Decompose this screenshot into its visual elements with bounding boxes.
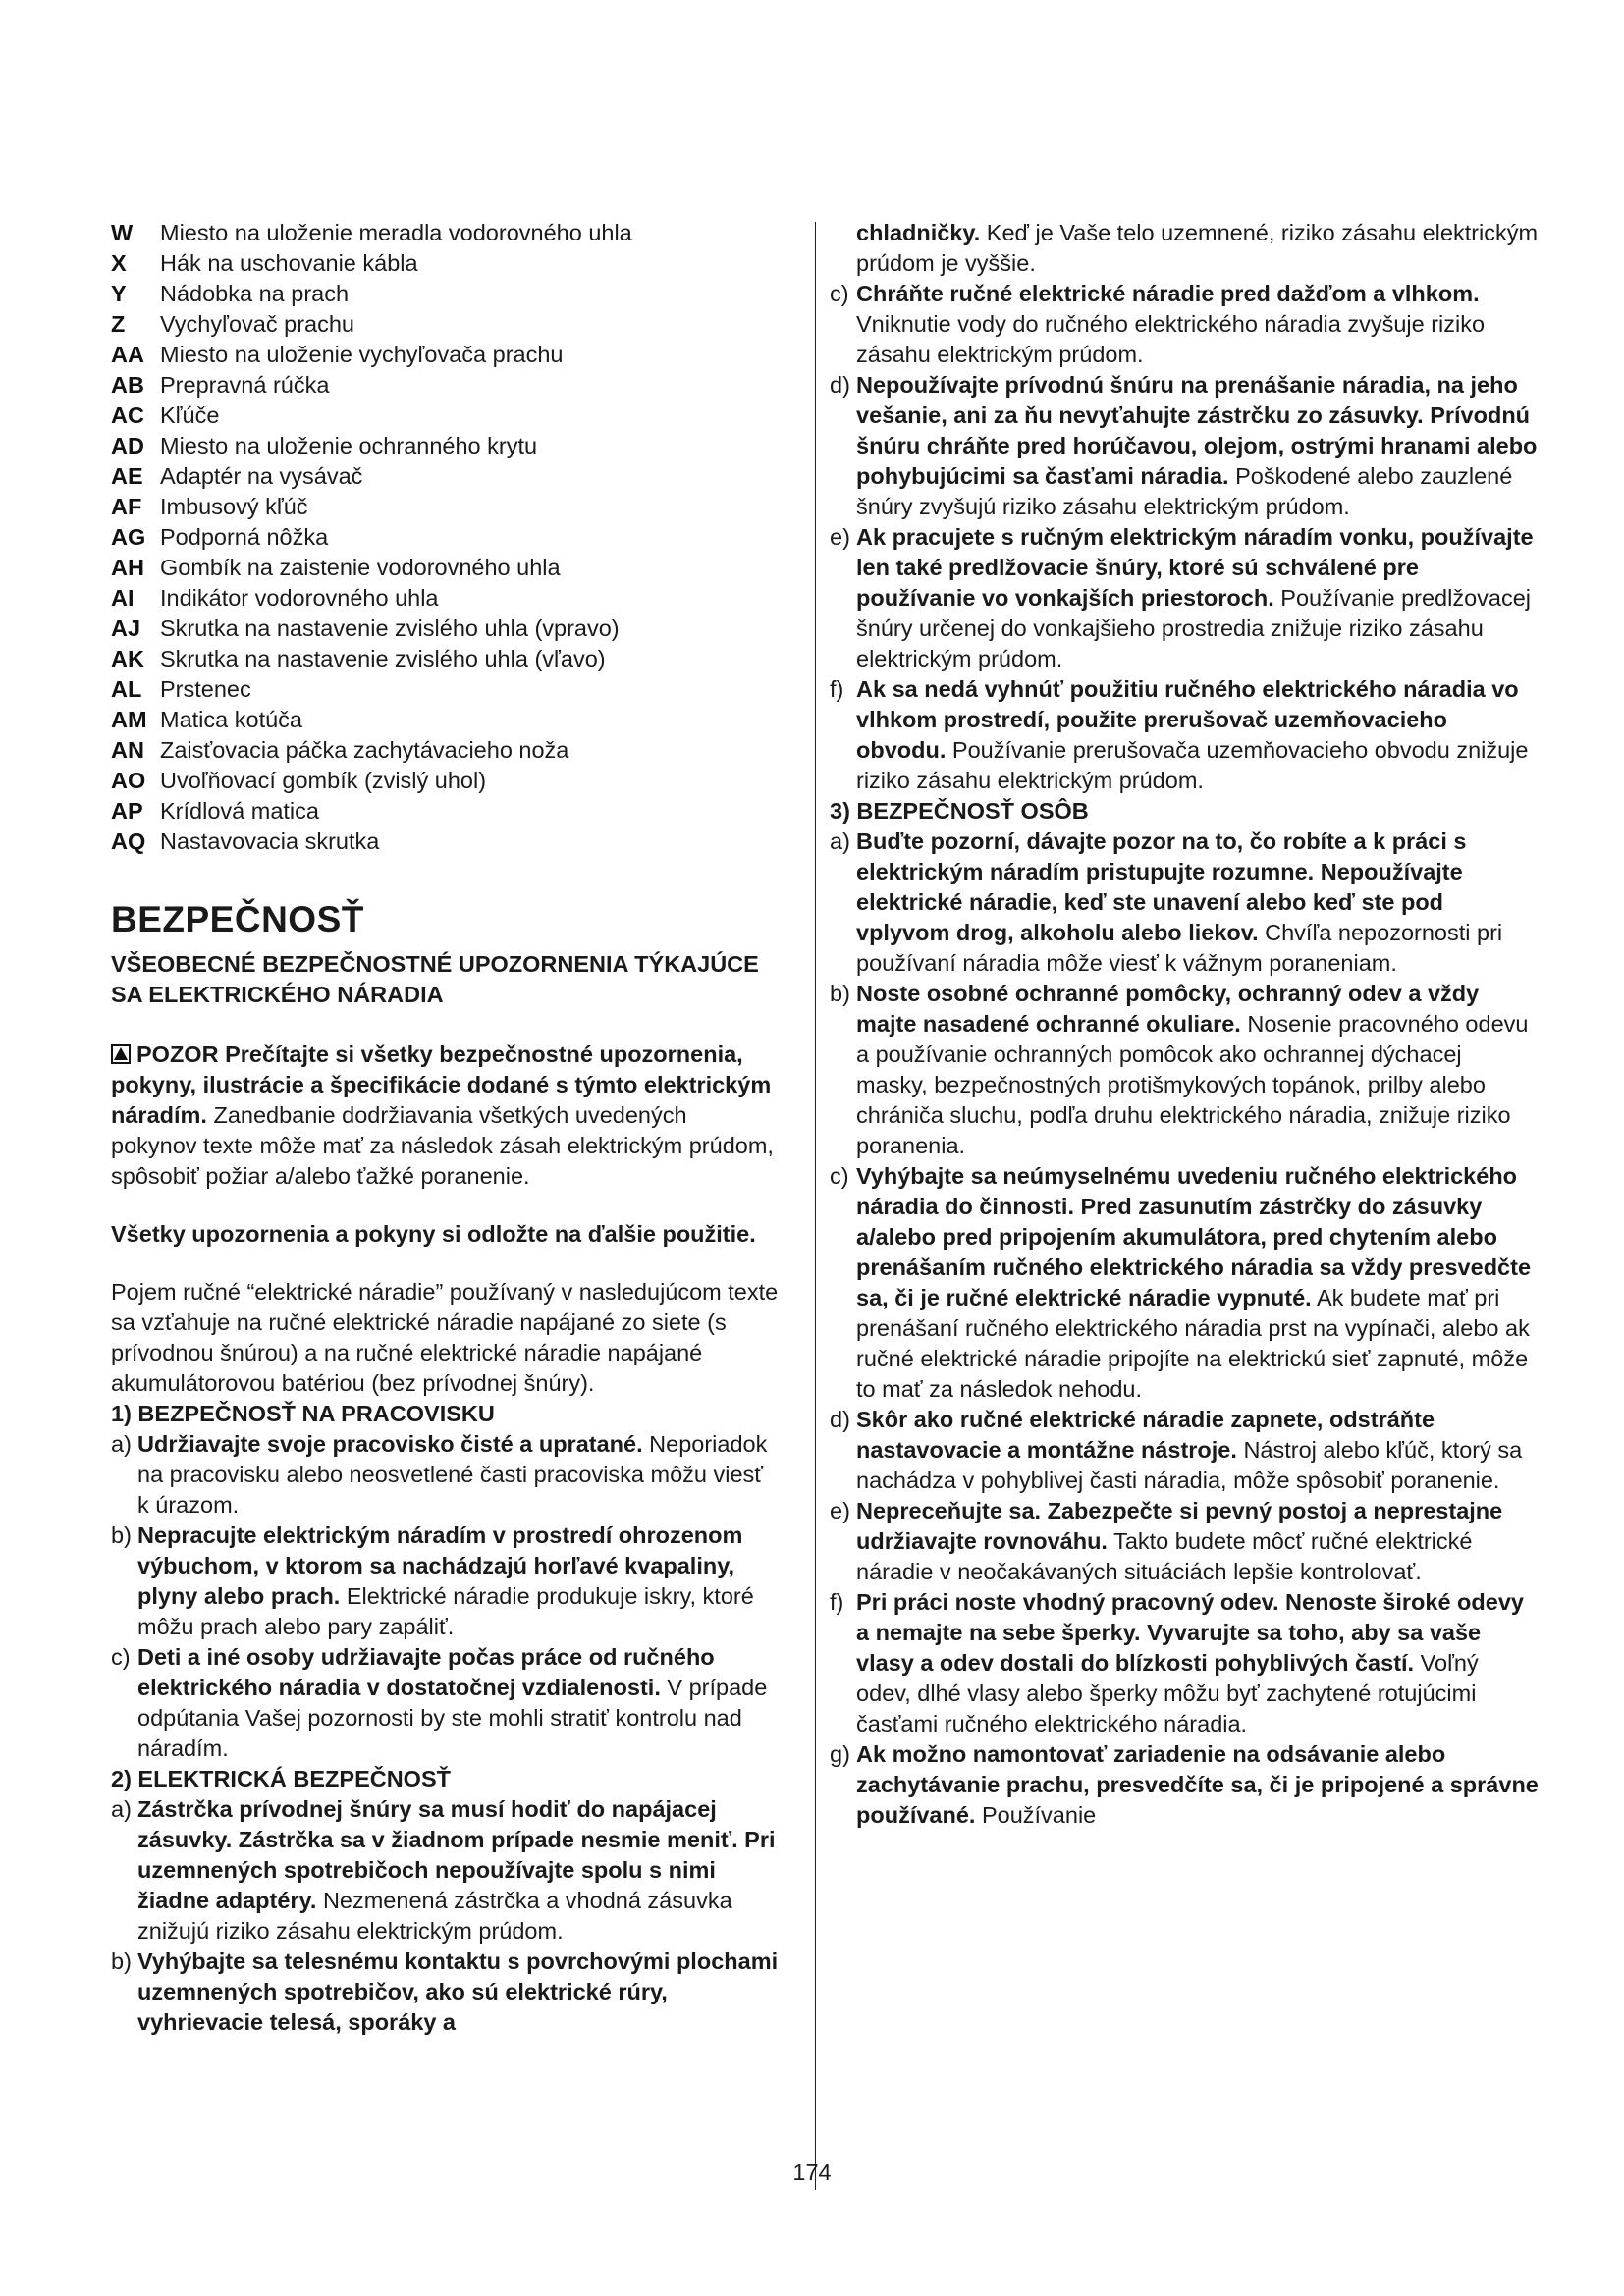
warning-label: POZOR [136, 1041, 219, 1067]
item-bold-text: Ak možno namontovať zariadenie na odsávanie alebo zachytávanie prachu, presvedčíte sa, či je pripojené a správne používané. [856, 1741, 1539, 1828]
parts-legend [111, 218, 779, 857]
warning-bold-text: Prečítajte si všetky bezpečnostné upozornenia, pokyny, ilustrácie a špecifikácie dodané s týmto elektrickým náradím. [111, 1041, 772, 1128]
safety-item [111, 1947, 779, 2038]
legend-code: AJ [111, 615, 141, 641]
item-text [856, 1496, 1539, 1587]
legend-item [111, 735, 779, 766]
legend-item [111, 370, 779, 400]
item-bold-text: Nepracujte elektrickým náradím v prostredí ohrozenom výbuchom, v ktorom sa nachádzajú horľavé kvapaliny, plyny alebo prach. [137, 1522, 743, 1609]
section-3-title: 3) BEZPEČNOSŤ OSÔB [830, 798, 1089, 824]
safety-item [830, 1496, 1539, 1587]
item-bold-text: Chráňte ručné elektrické náradie pred dažďom a vlhkom. [856, 281, 1480, 306]
item-normal-text: Nezmenená zástrčka a vhodná zásuvka znižujú riziko zásahu elektrickým prúdom. [137, 1888, 732, 1944]
safety-item [111, 1521, 779, 1642]
item-text [137, 1947, 779, 2038]
item-normal-text: Vniknutie vody do ručného elektrického náradia zvyšuje riziko zásahu elektrickým prúdom. [856, 311, 1486, 367]
legend-item [111, 583, 779, 614]
legend-label: Prstenec [160, 676, 251, 702]
legend-item [111, 553, 779, 583]
item-bold-text: Vyhýbajte sa telesnému kontaktu s povrchovými plochami uzemnených spotrebičov, ako sú elektrické rúry, vyhrievacie telesá, sporáky a [137, 1949, 779, 2035]
safety-item [830, 1161, 1539, 1405]
section-2-title: 2) ELEKTRICKÁ BEZPEČNOSŤ [111, 1766, 451, 1791]
legend-item [111, 431, 779, 461]
item-text [856, 1587, 1539, 1739]
item-bold-text: Deti a iné osoby udržiavajte počas práce od ručného elektrického náradia v dostatočnej vzdialenosti. [137, 1644, 715, 1700]
legend-code: X [111, 250, 127, 276]
legend-label: Prepravná rúčka [160, 372, 330, 398]
safety-item [830, 674, 1539, 796]
legend-label: Gombík na zaistenie vodorovného uhla [160, 555, 561, 580]
item-text [856, 279, 1539, 370]
legend-label: Uvoľňovací gombík (zvislý uhol) [160, 768, 487, 793]
legend-label: Indikátor vodorovného uhla [160, 585, 439, 611]
legend-code: AP [111, 798, 143, 824]
item-bold-text: Nepreceňujte sa. Zabezpečte si pevný postoj a neprestajne udržiavajte rovnováhu. [856, 1498, 1503, 1554]
legend-label: Miesto na uloženie meradla vodorovného uhla [160, 220, 632, 245]
right-column [830, 218, 1539, 1831]
legend-label: Skrutka na nastavenie zvislého uhla (vľavo) [160, 646, 606, 671]
item-bold-text: Nepoužívajte prívodnú šnúru na prenášanie náradia, na jeho vešanie, ani za ňu nevyťahujte zástrčku zo zásuvky. Prívodnú šnúru chráňte pred horúčavou, olejom, ostrými hranami alebo pohybujúcimi sa časťami náradia. [856, 372, 1538, 489]
legend-label: Hák na uschovanie kábla [160, 250, 418, 276]
safety-item [830, 522, 1539, 674]
item-text [856, 1405, 1539, 1496]
item-2b-continuation [830, 218, 1539, 279]
legend-code: AM [111, 707, 147, 732]
legend-item [111, 766, 779, 796]
section-1-title: 1) BEZPEČNOSŤ NA PRACOVISKU [111, 1401, 495, 1426]
continuation-text: Keď je Vaše telo uzemnené, riziko zásahu elektrickým prúdom je vyššie. [856, 220, 1539, 276]
legend-label: Miesto na uloženie vychyľovača prachu [160, 342, 564, 367]
continuation-bold: chladničky. [856, 220, 981, 245]
item-normal-text: Elektrické náradie produkuje iskry, ktoré môžu prach alebo pary zapáliť. [137, 1583, 754, 1639]
safety-item [830, 979, 1539, 1161]
item-normal-text: Používanie prerušovača uzemňovacieho obvodu znižuje riziko zásahu elektrickým prúdom. [856, 737, 1529, 793]
item-normal-text: Voľný odev, dlhé vlasy alebo šperky môžu byť zachytené rotujúcimi časťami ručného elektrického náradia. [856, 1650, 1479, 1736]
item-letter: b) [830, 981, 850, 1006]
item-normal-text: Používanie [981, 1802, 1097, 1828]
item-normal-text: Poškodené alebo zauzlené šnúry zvyšujú riziko zásahu elektrickým prúdom. [856, 463, 1513, 519]
legend-code: AA [111, 342, 144, 367]
safety-item [830, 1587, 1539, 1739]
legend-code: AL [111, 676, 142, 702]
item-bold-text: Pri práci noste vhodný pracovný odev. Nenoste široké odevy a nemajte na sebe šperky. Vyvarujte sa toho, aby sa vaše vlasy a odev dostali do blízkosti pohyblivých častí. [856, 1589, 1524, 1676]
section-2-items-continued [830, 279, 1539, 796]
legend-code: AQ [111, 828, 146, 854]
item-letter: c) [830, 281, 849, 306]
left-column [111, 218, 779, 2038]
legend-label: Adaptér na vysávač [160, 463, 363, 489]
item-bold-text: Skôr ako ručné elektrické náradie zapnete, odstráňte nastavovacie a montážne nástroje. [856, 1407, 1435, 1463]
legend-item [111, 827, 779, 857]
item-letter: f) [830, 676, 844, 702]
legend-code: AE [111, 463, 143, 489]
item-letter: d) [830, 1407, 850, 1432]
safety-item [830, 279, 1539, 370]
item-normal-text: Chvíľa nepozornosti pri používaní náradia môže viesť k vážnym poraneniam. [856, 920, 1503, 976]
legend-item [111, 400, 779, 431]
item-text [856, 827, 1539, 979]
legend-item [111, 674, 779, 705]
general-safety-heading: VŠEOBECNÉ BEZPEČNOSTNÉ UPOZORNENIA TÝKAJÚCE SA ELEKTRICKÉHO NÁRADIA [111, 951, 759, 1007]
item-letter: e) [830, 524, 850, 550]
item-text [137, 1521, 779, 1642]
keep-instructions-notice: Všetky upozornenia a pokyny si odložte na ďalšie použitie. [111, 1221, 756, 1247]
item-letter: e) [830, 1498, 850, 1523]
legend-item [111, 644, 779, 674]
section-2-items [111, 1794, 779, 2038]
legend-item [111, 279, 779, 309]
legend-label: Skrutka na nastavenie zvislého uhla (vpravo) [160, 615, 620, 641]
power-tool-definition: Pojem ručné “elektrické náradie” používaný v nasledujúcom texte sa vzťahuje na ručné elektrické náradie napájané zo siete (s prívodnou šnúrou) a na ručné elektrické náradie napájané akumulátorovou batériou (bez prívodnej šnúry). [111, 1279, 779, 1396]
item-normal-text: Nosenie pracovného odevu a používanie ochranných pomôcok ako ochrannej dýchacej masky, bezpečnostných protišmykových topánok, prilby alebo chrániča sluchu, podľa druhu elektrického náradia, znižuje riziko poranenia. [856, 1011, 1529, 1158]
item-text [856, 370, 1539, 522]
legend-label: Podporná nôžka [160, 524, 329, 550]
item-bold-text: Zástrčka prívodnej šnúry sa musí hodiť do napájacej zásuvky. Zástrčka sa v žiadnom prípade nesmie meniť. Pri uzemnených spotrebičoch nepoužívajte spolu s nimi žiadne adaptéry. [137, 1796, 776, 1913]
item-letter: d) [830, 372, 850, 398]
warning-text: Zanedbanie dodržiavania všetkých uvedených pokynov texte môže mať za následok zásah elektrickým prúdom, spôsobiť požiar a/alebo ťažké poranenie. [111, 1102, 774, 1189]
item-bold-text: Ak sa nedá vyhnúť použitiu ručného elektrického náradia vo vlhkom prostredí, použite prerušovač uzemňovacieho obvodu. [856, 676, 1519, 763]
warning-triangle-icon [111, 1044, 131, 1064]
item-text [856, 522, 1539, 674]
legend-code: Z [111, 311, 126, 337]
item-bold-text: Noste osobné ochranné pomôcky, ochranný odev a vždy majte nasadené ochranné okuliare. [856, 981, 1480, 1037]
legend-code: AG [111, 524, 146, 550]
item-text [137, 1642, 779, 1764]
item-bold-text: Ak pracujete s ručným elektrickým náradím vonku, používajte len také predlžovacie šnúry, ktoré sú schválené pre používanie vo vonkajších priestoroch. [856, 524, 1534, 611]
item-bold-text: Vyhýbajte sa neúmyselnému uvedeniu ručného elektrického náradia do činnosti. Pred zasunutím zástrčky do zásuvky a/alebo pred pripojením akumulátora, pred chytením alebo prenášaním ručného elektrického náradia sa vždy presvedčte sa, či je ručné elektrické náradie vypnuté. [856, 1163, 1532, 1310]
legend-code: AK [111, 646, 144, 671]
item-letter: c) [111, 1644, 131, 1670]
legend-code: AN [111, 737, 144, 763]
legend-item [111, 218, 779, 248]
legend-label: Matica kotúča [160, 707, 302, 732]
legend-item [111, 461, 779, 492]
item-normal-text: Ak budete mať pri prenášaní ručného elektrického náradia prst na vypínači, alebo ak ručné elektrické náradie pripojíte na elektrickú sieť zapnuté, môže to mať za následok nehodu. [856, 1285, 1530, 1402]
item-text [856, 979, 1539, 1161]
legend-label: Vychyľovač prachu [160, 311, 354, 337]
legend-label: Nádobka na prach [160, 281, 350, 306]
section-1-items [111, 1429, 779, 1764]
legend-code: Y [111, 281, 127, 306]
column-divider [815, 222, 816, 2190]
item-letter: b) [111, 1522, 132, 1548]
item-normal-text: Používanie predlžovacej šnúry určenej do vonkajšieho prostredia znižuje riziko zásahu elektrickým prúdom. [856, 585, 1532, 671]
legend-label: Nastavovacia skrutka [160, 828, 380, 854]
item-text [856, 674, 1539, 796]
safety-title: BEZPEČNOSŤ [111, 899, 364, 939]
legend-item [111, 614, 779, 644]
item-text [856, 1161, 1539, 1405]
item-text [856, 1739, 1539, 1831]
item-normal-text: Takto budete môcť ručné elektrické náradie v neočakávaných situáciách lepšie kontrolovať. [856, 1528, 1473, 1584]
legend-label: Krídlová matica [160, 798, 319, 824]
safety-item [830, 1739, 1539, 1831]
warning-paragraph [111, 1040, 779, 1192]
item-letter: b) [111, 1949, 132, 1974]
item-letter: a) [830, 828, 850, 854]
safety-item [111, 1642, 779, 1764]
legend-code: AO [111, 768, 146, 793]
legend-code: AH [111, 555, 144, 580]
item-normal-text: V prípade odpútania Vašej pozornosti by ste mohli stratiť kontrolu nad náradím. [137, 1675, 768, 1761]
item-letter: a) [111, 1431, 132, 1457]
legend-code: AF [111, 494, 142, 519]
safety-item [111, 1794, 779, 1947]
legend-item [111, 340, 779, 370]
item-letter: c) [830, 1163, 849, 1189]
page-number: 174 [792, 2160, 832, 2185]
legend-label: Imbusový kľúč [160, 494, 308, 519]
item-letter: a) [111, 1796, 132, 1822]
legend-item [111, 492, 779, 522]
legend-code: AB [111, 372, 144, 398]
legend-item [111, 796, 779, 827]
legend-code: AI [111, 585, 135, 611]
legend-code: W [111, 220, 134, 245]
item-text [137, 1429, 779, 1521]
legend-label: Zaisťovacia páčka zachytávacieho noža [160, 737, 569, 763]
item-letter: g) [830, 1741, 850, 1767]
safety-item [111, 1429, 779, 1521]
safety-item [830, 1405, 1539, 1496]
section-3-items [830, 827, 1539, 1831]
legend-label: Kľúče [160, 402, 220, 428]
legend-label: Miesto na uloženie ochranného krytu [160, 433, 538, 458]
item-letter: f) [830, 1589, 844, 1615]
legend-code: AC [111, 402, 144, 428]
safety-item [830, 827, 1539, 979]
item-bold-text: Buďte pozorní, dávajte pozor na to, čo robíte a k práci s elektrickým náradím pristupujte rozumne. Nepoužívajte elektrické náradie, keď ste unavení alebo keď ste pod vplyvom drog, alkoholu alebo liekov. [856, 828, 1467, 945]
legend-item [111, 522, 779, 553]
legend-item [111, 248, 779, 279]
legend-item [111, 309, 779, 340]
item-normal-text: Neporiadok na pracovisku alebo neosvetlené časti pracoviska môžu viesť k úrazom. [137, 1431, 768, 1518]
item-text [137, 1794, 779, 1947]
legend-item [111, 705, 779, 735]
legend-code: AD [111, 433, 144, 458]
safety-item [830, 370, 1539, 522]
item-normal-text: Nástroj alebo kľúč, ktorý sa nachádza v pohyblivej časti náradia, môže spôsobiť poranenie. [856, 1437, 1523, 1493]
item-bold-text: Udržiavajte svoje pracovisko čisté a upratané. [137, 1431, 643, 1457]
